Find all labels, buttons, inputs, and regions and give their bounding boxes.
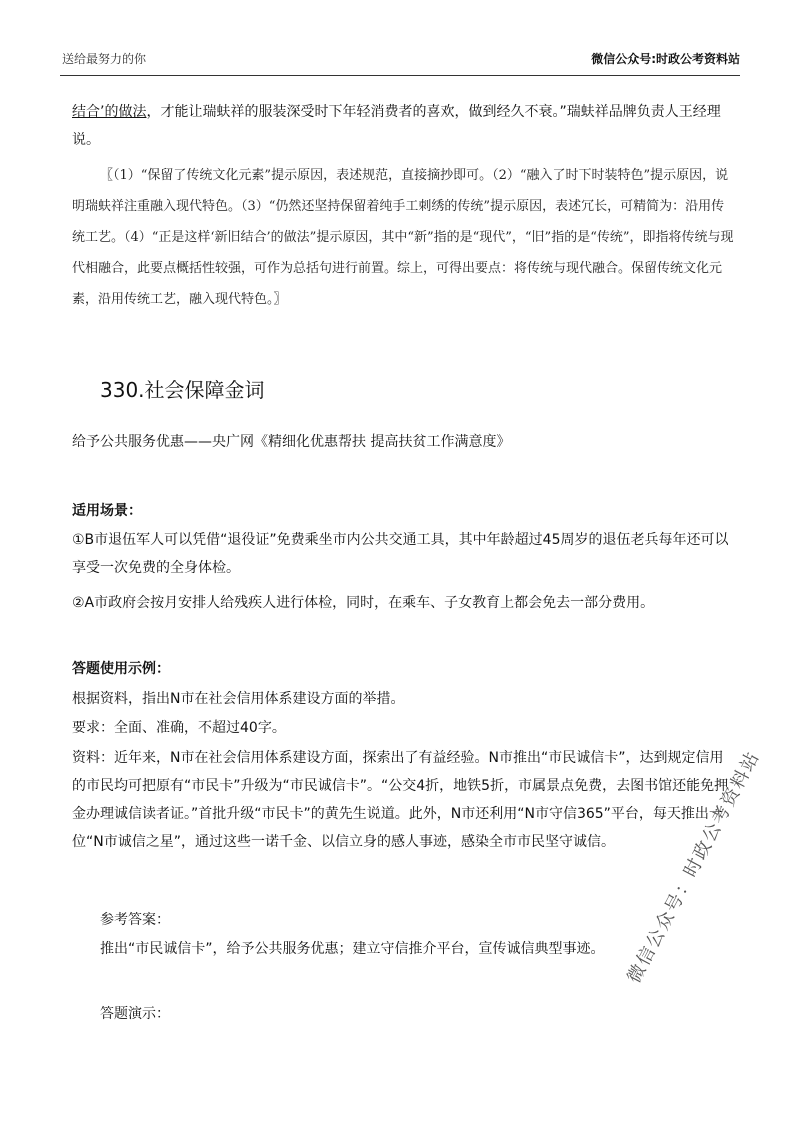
section-source: 给予公共服务优惠——央广网《精细化优惠帮扶 提高扶贫工作满意度》 <box>72 434 511 450</box>
demo-label: 答题演示： <box>100 1006 170 1022</box>
answer-text: 推出“市民诚信卡”，给予公共服务优惠；建立守信推介平台，宣传诚信典型事迹。 <box>100 941 605 957</box>
answer-label: 参考答案： <box>100 912 170 928</box>
diagonal-watermark: 微信公众号：时政公考资料站 <box>623 747 765 987</box>
example-question: 根据资料，指出N市在社会信用体系建设方面的举措。 <box>72 691 405 707</box>
top-paragraph <box>72 98 732 154</box>
scenarios-label: 适用场景： <box>72 503 142 519</box>
scenario-item-2: ②A市政府会按月安排人给残疾人进行体检，同时，在乘车、子女教育上都会免去一部分费用。 <box>72 595 655 611</box>
section-title: 330.社会保障金词 <box>100 378 265 402</box>
explanation-block: 〖（1）“保留了传统文化元素”提示原因，表述规范，直接摘抄即可。（2）“融入了时下时装特色”提示原因，说明瑞蚨祥注重融入现代特色。（3）“仍然还坚持保留着纯手工刺绣的传统”提示原因，表述冗长，可精简为：沿用传统工艺。（4）“正是这样‘新旧结合’的做法”提示原因，其中“新”指的是“现代”，“旧”指的是“传统”，即指将传统与现代相融合，此要点概括性较强，可作为总括句进行前置。综上，可得出要点：将传统与现代融合。保留传统文化元素，沿用传统工艺，融入现代特色。〗 <box>72 168 734 307</box>
scenario-item-1: ①B市退伍军人可以凭借“退役证”免费乘坐市内公共交通工具，其中年龄超过45周岁的退伍老兵每年还可以享受一次免费的全身体检。 <box>72 532 729 576</box>
example-material: 资料：近年来，N市在社会信用体系建设方面，探索出了有益经验。N市推出“市民诚信卡”，达到规定信用的市民均可把原有“市民卡”升级为“市民诚信卡”。“公交4折，地铁5折，市属景点免费，去图书馆还能免押金办理诚信读者证。”首批升级“市民卡”的黄先生说道。此外，N市还利用“N市守信365”平台，每天推出一位“N市诚信之星”，通过这些一诺千金、以信立身的感人事迹，感染全市市民坚守诚信。 <box>72 750 729 850</box>
example-label: 答题使用示例： <box>72 661 170 677</box>
header-left-text: 送给最努力的你 <box>62 52 147 66</box>
header-right-text: 微信公众号:时政公考资料站 <box>591 52 740 66</box>
top-paragraph-underlined: 结合’的做法 <box>72 104 147 120</box>
top-paragraph-rest: ，才能让瑞蚨祥的服装深受时下年轻消费者的喜欢，做到经久不衰。”瑞蚨祥品牌负责人王经理说。 <box>72 104 721 148</box>
header-divider <box>60 75 740 76</box>
example-requirement: 要求：全面、准确，不超过40字。 <box>72 720 286 736</box>
